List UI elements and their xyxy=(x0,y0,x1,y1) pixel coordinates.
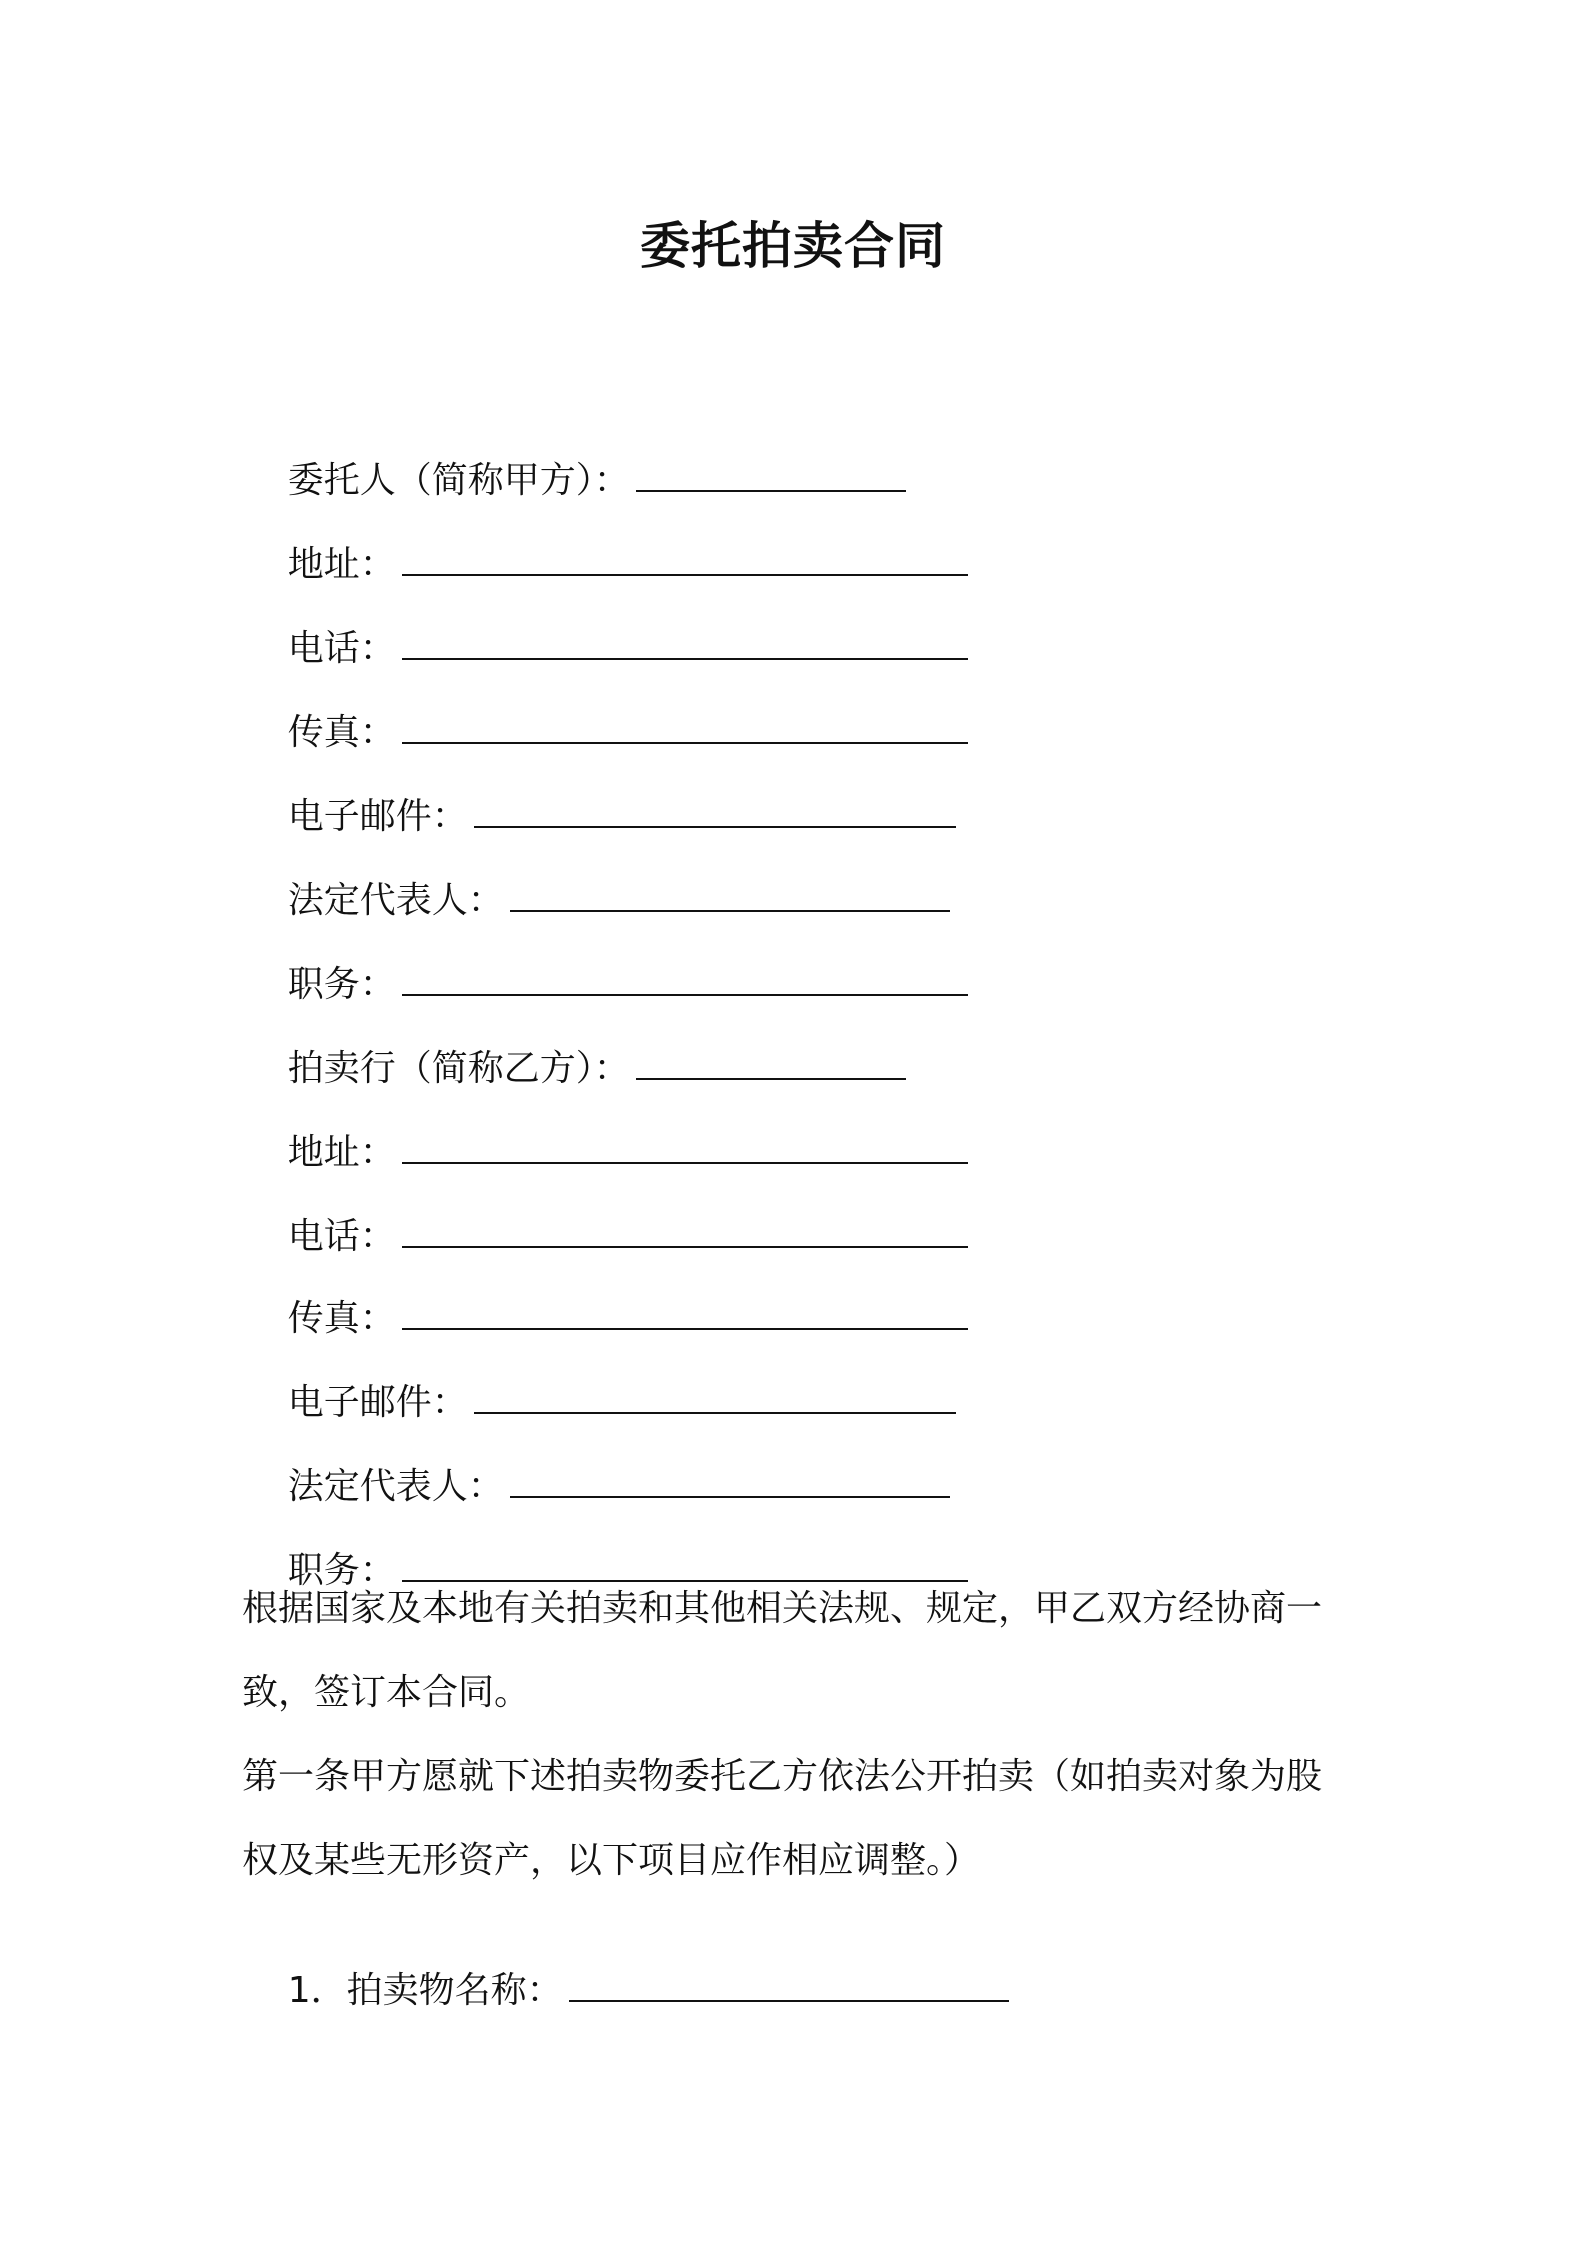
item-1-label: 1．拍卖物名称： xyxy=(287,1970,563,2011)
item-1-blank xyxy=(569,1970,1009,2002)
party-b-position-blank xyxy=(402,1550,968,1582)
party-a-address-label: 地址： xyxy=(287,544,396,585)
party-b-fax-label: 传真： xyxy=(287,1298,396,1339)
item-1-row xyxy=(242,1922,1009,2060)
article-1-line-1: 第一条甲方愿就下述拍卖物委托乙方依法公开拍卖（如拍卖对象为股 xyxy=(242,1756,1323,1797)
party-a-phone-label: 电话： xyxy=(287,628,396,669)
party-a-fax-label: 传真： xyxy=(287,712,396,753)
party-a-principal-blank xyxy=(636,460,906,492)
party-a-address-blank xyxy=(402,544,968,576)
party-b-address-blank xyxy=(402,1132,968,1164)
party-a-email-label: 电子邮件： xyxy=(287,796,468,837)
preamble-line-2: 致，签订本合同。 xyxy=(242,1672,531,1713)
document-title: 委托拍卖合同 xyxy=(640,217,946,275)
party-b-phone-blank xyxy=(402,1216,968,1248)
party-a-legal-rep-blank xyxy=(510,880,950,912)
party-a-email-blank xyxy=(474,796,956,828)
party-a-fax-blank xyxy=(402,712,968,744)
party-b-email-label: 电子邮件： xyxy=(287,1382,468,1423)
article-1-line-2: 权及某些无形资产，以下项目应作相应调整。） xyxy=(242,1840,981,1881)
party-b-auction-house-blank xyxy=(636,1048,906,1080)
party-b-fax-blank xyxy=(402,1298,968,1330)
preamble-line-1: 根据国家及本地有关拍卖和其他相关法规、规定，甲乙双方经协商一 xyxy=(242,1588,1323,1629)
party-a-position-label: 职务： xyxy=(287,964,396,1005)
party-b-auction-house-label: 拍卖行（简称乙方）： xyxy=(287,1048,630,1089)
party-a-position-blank xyxy=(402,964,968,996)
party-b-email-blank xyxy=(474,1382,956,1414)
party-a-phone-blank xyxy=(402,628,968,660)
party-a-legal-rep-label: 法定代表人： xyxy=(287,880,504,921)
party-b-phone-label: 电话： xyxy=(287,1216,396,1257)
party-b-legal-rep-blank xyxy=(510,1466,950,1498)
party-a-principal-label: 委托人（简称甲方）： xyxy=(287,460,630,501)
party-b-address-label: 地址： xyxy=(287,1132,396,1173)
party-b-position-label: 职务： xyxy=(287,1550,396,1591)
party-b-legal-rep-label: 法定代表人： xyxy=(287,1466,504,1507)
